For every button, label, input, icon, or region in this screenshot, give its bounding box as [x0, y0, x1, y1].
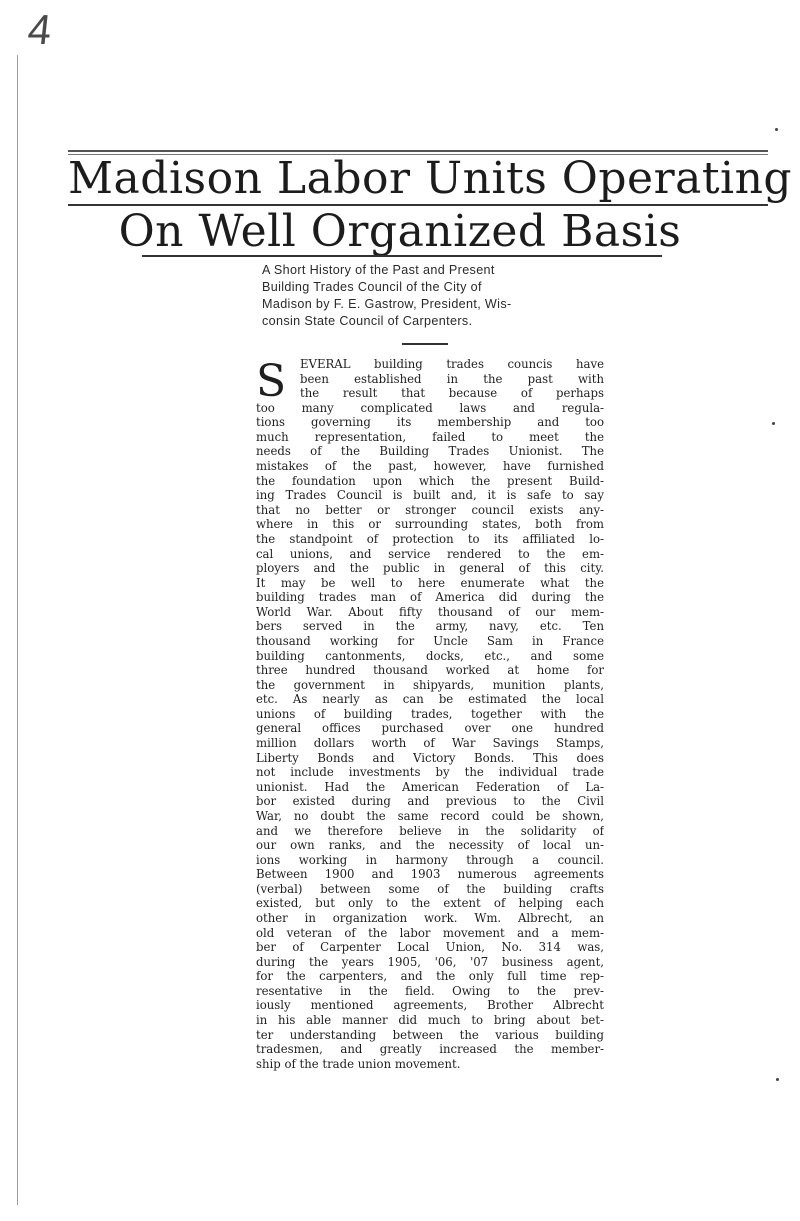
article-line: It may be well to here enumerate what the: [256, 575, 604, 590]
subheadline-line: Building Trades Council of the City of: [262, 280, 482, 294]
article-line: tradesmen, and greatly increased the member-: [256, 1042, 604, 1057]
article-line: million dollars worth of War Savings Stamps,: [256, 736, 604, 751]
article-line: other in organization work. Wm. Albrecht, an: [256, 910, 604, 925]
article-line: bers served in the army, navy, etc. Ten: [256, 619, 604, 634]
article-line: thousand working for Uncle Sam in France: [256, 633, 604, 648]
article-line: building trades man of America did during the: [256, 590, 604, 605]
article-line: resentative in the field. Owing to the prev-: [256, 983, 604, 998]
article-line: old veteran of the labor movement and a mem-: [256, 925, 604, 940]
headline-top-rule: [68, 150, 768, 152]
page-left-border: [17, 55, 18, 1205]
drop-cap: S: [256, 356, 287, 407]
article-line: iously mentioned agreements, Brother Albrecht: [256, 998, 604, 1013]
article-line: ber of Carpenter Local Union, No. 314 was,: [256, 940, 604, 955]
headline-line-2: On Well Organized Basis: [118, 206, 682, 257]
article-line: ship of the trade union movement.: [256, 1056, 461, 1071]
article-line: during the years 1905, '06, '07 business agent,: [256, 954, 604, 969]
article-line: in his able manner did much to bring about bet-: [256, 1013, 604, 1028]
page-number: 4: [25, 6, 54, 53]
subheadline-line: Madison by F. E. Gastrow, President, Wis-: [262, 297, 512, 311]
article-line: been established in the past with: [300, 371, 604, 386]
article-line: etc. As nearly as can be estimated the local: [256, 692, 604, 707]
subheadline: [262, 262, 602, 330]
article-line: the standpoint of protection to its affiliated lo-: [256, 531, 604, 546]
article-line: much representation, failed to meet the: [256, 429, 604, 444]
margin-speck: [772, 422, 775, 425]
article-line: mistakes of the past, however, have furnished: [256, 459, 604, 474]
subheadline-line: consin State Council of Carpenters.: [262, 314, 473, 328]
article-line: War, no doubt the same record could be shown,: [256, 808, 604, 823]
article-line: building cantonments, docks, etc., and some: [256, 648, 604, 663]
article-body: [256, 357, 604, 1071]
article-line: needs of the Building Trades Unionist. The: [256, 444, 604, 459]
article-line: three hundred thousand worked at home for: [256, 663, 604, 678]
article-line: the result that because of perhaps: [300, 386, 604, 401]
article-line: ions working in harmony through a council.: [256, 852, 604, 867]
article-line: (verbal) between some of the building crafts: [256, 881, 604, 896]
article-line: where in this or surrounding states, both from: [256, 517, 604, 532]
article-line: tions governing its membership and too: [256, 415, 604, 430]
article-line: our own ranks, and the necessity of local un-: [256, 838, 604, 853]
article-line: Liberty Bonds and Victory Bonds. This does: [256, 750, 604, 765]
article-line: not include investments by the individual trade: [256, 765, 604, 780]
article-line: and we therefore believe in the solidarity of: [256, 823, 604, 838]
article-line: EVERAL building trades councis have: [300, 357, 604, 371]
article-line: World War. About fifty thousand of our mem-: [256, 604, 604, 619]
article-line: the foundation upon which the present Build-: [256, 473, 604, 488]
article-line: unions of building trades, together with the: [256, 706, 604, 721]
article-line: bor existed during and previous to the Civil: [256, 794, 604, 809]
article-line: cal unions, and service rendered to the em-: [256, 546, 604, 561]
article-line: unionist. Had the American Federation of La-: [256, 779, 604, 794]
section-divider-ornament: [402, 343, 448, 350]
article-line: ployers and the public in general of this city.: [256, 561, 604, 576]
article-line: existed, but only to the extent of helping each: [256, 896, 604, 911]
headline-bottom-rule: [142, 255, 662, 257]
article-line: that no better or stronger council exists any-: [256, 502, 604, 517]
article-line: too many complicated laws and regula-: [256, 400, 604, 415]
article-line: general offices purchased over one hundred: [256, 721, 604, 736]
article-line: the government in shipyards, munition plants,: [256, 677, 604, 692]
margin-speck: [776, 1078, 779, 1081]
margin-speck: [775, 128, 778, 131]
article-line: for the carpenters, and the only full time rep-: [256, 969, 604, 984]
article-line: Between 1900 and 1903 numerous agreements: [256, 867, 604, 882]
headline-line-1: Madison Labor Units Operating: [68, 153, 793, 204]
article-line: ter understanding between the various building: [256, 1027, 604, 1042]
article-line: ing Trades Council is built and, it is safe to say: [256, 488, 604, 503]
subheadline-line: A Short History of the Past and Present: [262, 263, 495, 277]
